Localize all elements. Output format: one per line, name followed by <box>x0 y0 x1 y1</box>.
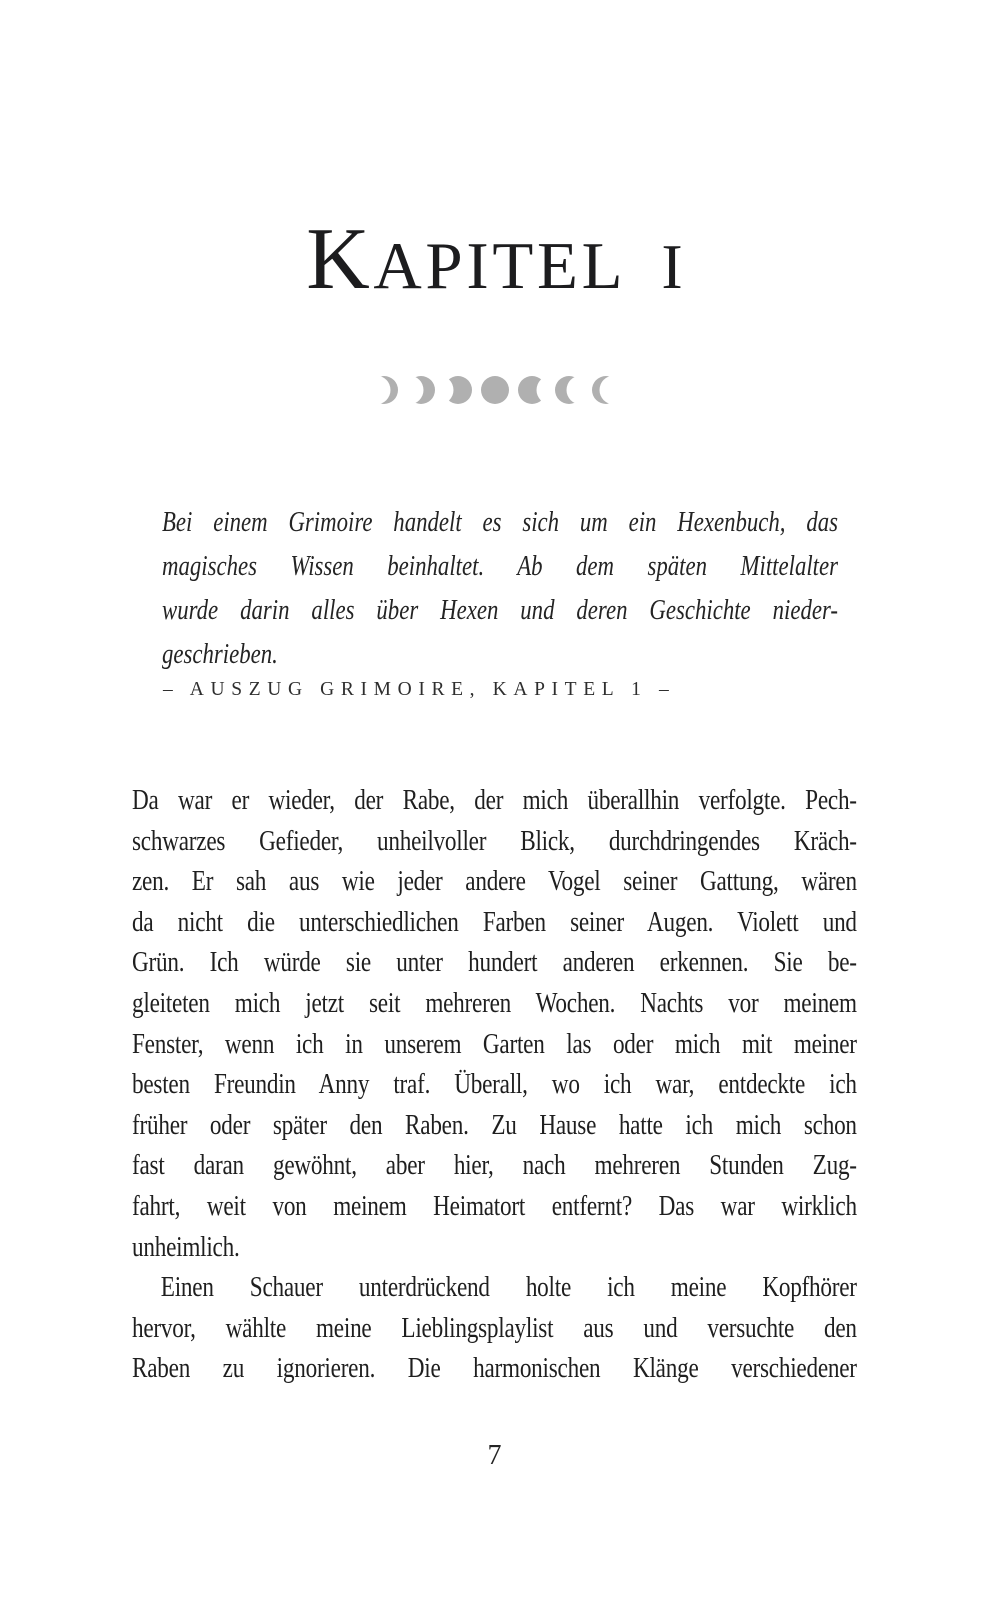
chapter-heading-word: APITEL <box>373 229 627 303</box>
body-line: Grün. Ich würde sie unter hundert anderen erkennen. Sie be- <box>132 946 857 979</box>
moon-waning-crescent-thin-icon <box>592 376 620 404</box>
body-line: schwarzes Gefieder, unheilvoller Blick, durchdringendes Kräch- <box>132 824 857 857</box>
epigraph-line: magisches Wissen beinhaltet. Ab dem späten Mittelalter <box>162 551 838 582</box>
body-line: Raben zu ignorieren. Die harmonischen Klänge verschiedener <box>132 1352 857 1385</box>
epigraph-attribution: – AUSZUG GRIMOIRE, KAPITEL 1 – <box>163 679 676 700</box>
moon-phases-icon <box>370 374 620 406</box>
body-line: Da war er wieder, der Rabe, der mich überallhin verfolgte. Pech- <box>132 784 857 816</box>
chapter-ornament <box>132 374 857 411</box>
body-line: zen. Er sah aus wie jeder andere Vogel seiner Gattung, wären <box>132 865 857 898</box>
moon-waning-gibbous-icon <box>518 376 546 404</box>
epigraph-line: Bei einem Grimoire handelt es sich um ein Hexenbuch, das <box>162 507 838 538</box>
body-line: unheimlich. <box>132 1230 240 1263</box>
moon-full-icon <box>481 376 509 404</box>
body-line: fast daran gewöhnt, aber hier, nach mehreren Stunden Zug- <box>132 1149 857 1182</box>
body-line: hervor, wählte meine Lieblingsplaylist aus und versuchte den <box>132 1311 857 1344</box>
body-line: fahrt, weit von meinem Heimatort entfernt? Das war wirklich <box>132 1189 857 1222</box>
chapter-heading-numeral: I <box>661 231 683 302</box>
chapter-heading-initial: K <box>306 211 374 308</box>
moon-waxing-crescent-icon <box>407 376 435 404</box>
body-line: da nicht die unterschiedlichen Farben seiner Augen. Violett und <box>132 905 857 938</box>
epigraph-line: geschrieben. <box>162 639 278 670</box>
moon-waning-crescent-icon <box>555 376 583 404</box>
body-text <box>132 780 857 1389</box>
body-line: besten Freundin Anny traf. Überall, wo ich war, entdeckte ich <box>132 1068 857 1101</box>
body-line: Fenster, wenn ich in unserem Garten las oder mich mit meiner <box>132 1027 857 1060</box>
moon-waxing-gibbous-icon <box>444 376 472 404</box>
chapter-heading <box>132 211 857 328</box>
epigraph-line: wurde darin alles über Hexen und deren Geschichte nieder- <box>162 595 838 626</box>
epigraph <box>162 501 838 677</box>
page-number: 7 <box>487 1440 502 1471</box>
moon-waxing-crescent-thin-icon <box>370 376 398 404</box>
body-line: Einen Schauer unterdrückend holte ich meine Kopfhörer <box>160 1271 857 1304</box>
body-line: gleiteten mich jetzt seit mehreren Wochen. Nachts vor meinem <box>132 986 857 1019</box>
body-line: früher oder später den Raben. Zu Hause hatte ich mich schon <box>132 1108 857 1141</box>
